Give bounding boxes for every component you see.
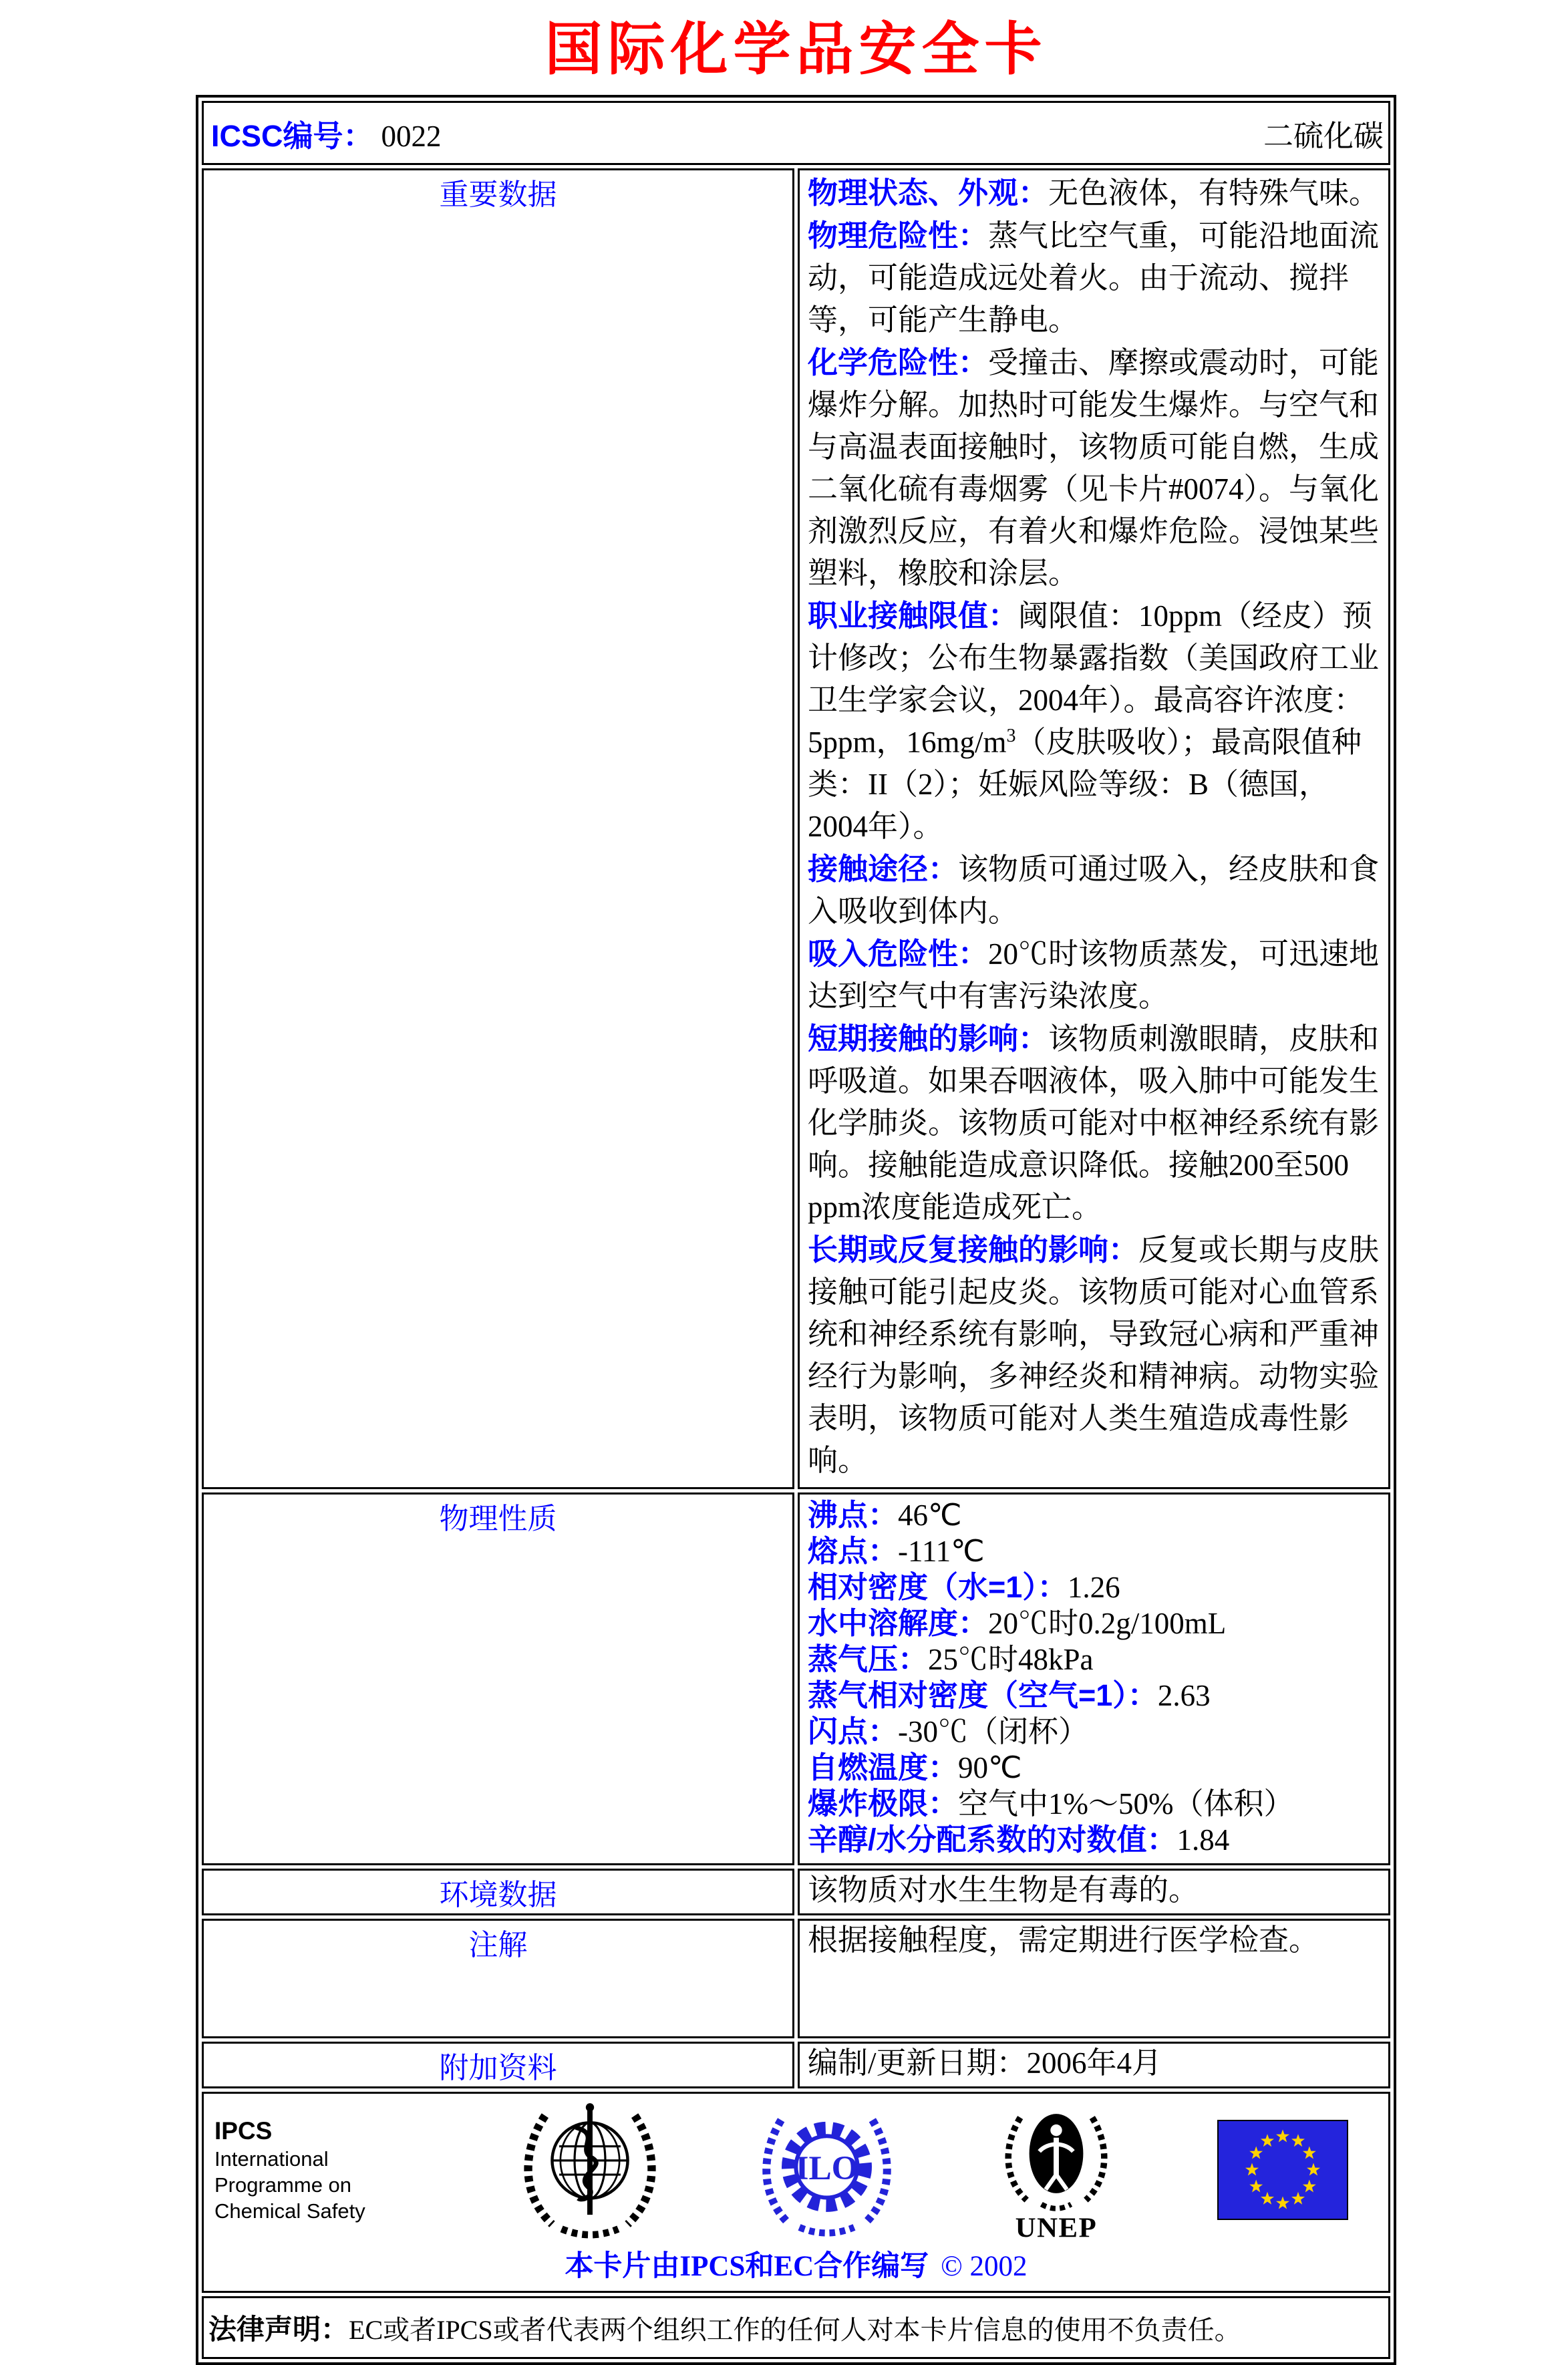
prop-vapour-pressure: 蒸气压：25℃时48kPa <box>808 1642 1094 1676</box>
field-occupational-exposure-limits: 职业接触限值：阈限值：10ppm（经皮）预计修改；公布生物暴露指数（美国政府工业卫生学家会议，2004年）。最高容许浓度：5ppm，$16mg/m^3$（皮肤吸收）；最高限值种类：II（2）；妊娠风险等级：B（德国，2004年）。 <box>808 599 1380 843</box>
ilo-logo-icon <box>758 2102 895 2239</box>
additional-info-label: 附加资料 <box>202 2042 794 2088</box>
legal-notice-text: EC或者IPCS或者代表两个组织工作的任何人对本卡片信息的使用不负责任。 <box>349 2314 1241 2345</box>
unep-label: UNEP <box>1015 2212 1098 2241</box>
icsc-page <box>196 0 1396 2365</box>
physical-properties-content <box>798 1492 1390 1865</box>
environmental-data-content: 该物质对水生生物是有毒的。 <box>798 1869 1390 1915</box>
chemical-name: 二硫化碳 <box>1263 119 1384 153</box>
legal-notice-label: 法律声明： <box>208 2314 349 2345</box>
copyright-text: 本卡片由IPCS和EC合作编写 <box>565 2251 929 2282</box>
notes-label: 注解 <box>202 1919 794 2038</box>
prop-autoignition-temperature: 自燃温度：90℃ <box>808 1750 1022 1784</box>
important-data-content <box>798 168 1390 1489</box>
important-data-label: 重要数据 <box>202 168 794 1489</box>
prop-relative-density: 相对密度（水=1）：1.26 <box>808 1570 1120 1604</box>
notes-row <box>202 1919 1390 2038</box>
organization-logos <box>204 2094 1388 2241</box>
prop-melting-point: 熔点：-111℃ <box>808 1534 985 1568</box>
icsc-number-value: 0022 <box>381 119 442 153</box>
notes-content: 根据接触程度，需定期进行医学检查。 <box>798 1919 1390 2038</box>
field-routes-of-exposure: 接触途径：该物质可通过吸入，经皮肤和食入吸收到体内。 <box>808 852 1380 928</box>
copyright-line <box>204 2241 1388 2291</box>
field-physical-state: 物理状态、外观：无色液体，有特殊气味。 <box>808 176 1380 210</box>
icsc-card-table <box>196 95 1396 2365</box>
field-long-term-effects: 长期或反复接触的影响：反复或长期与皮肤接触可能引起皮炎。该物质可能对心血管系统和神经系统有影响，导致冠心病和严重神经行为影响，多神经炎和精神病。动物实验表明，该物质可能对人类生殖造成毒性影响。 <box>808 1233 1380 1477</box>
page-title: 国际化学品安全卡 <box>544 17 1048 82</box>
logos-row <box>202 2092 1390 2293</box>
superscript-3: 3 <box>1006 726 1016 746</box>
prop-flash-point: 闪点：-30℃（闭杯） <box>808 1714 1089 1748</box>
additional-info-content: 编制/更新日期：2006年4月 <box>798 2042 1390 2088</box>
physical-properties-row <box>202 1492 1390 1865</box>
unep-logo-icon <box>993 2098 1120 2241</box>
field-inhalation-risk: 吸入危险性：20℃时该物质蒸发，可迅速地达到空气中有害污染浓度。 <box>808 937 1380 1013</box>
prop-water-solubility: 水中溶解度：20℃时0.2g/100mL <box>808 1606 1227 1640</box>
ipcs-name: IPCS <box>214 2116 273 2145</box>
who-logo-icon <box>519 2099 661 2241</box>
icsc-number-group <box>211 112 442 155</box>
field-short-term-effects: 短期接触的影响：该物质刺激眼睛，皮肤和呼吸道。如果吞咽液体，吸入肺中可能发生化学肺炎。该物质可能对中枢神经系统有影响。接触能造成意识降低。接触200至500 ppm浓度能造成死亡。 <box>808 1021 1380 1224</box>
legal-row <box>202 2296 1390 2359</box>
prop-vapour-relative-density: 蒸气相对密度（空气=1）：2.63 <box>808 1678 1211 1712</box>
copyright-year: © 2002 <box>941 2251 1028 2282</box>
ipcs-text-block: IPCS International Programme on Chemical Safety <box>214 2116 422 2224</box>
important-data-row <box>202 168 1390 1489</box>
icsc-number-label: ICSC编号： <box>211 118 373 153</box>
prop-boiling-point: 沸点：46℃ <box>808 1498 962 1532</box>
environmental-data-label: 环境数据 <box>202 1869 794 1915</box>
field-physical-dangers: 物理危险性：蒸气比空气重，可能沿地面流动，可能造成远处着火。由于流动、搅拌等，可能产生静电。 <box>808 218 1380 337</box>
physical-properties-label: 物理性质 <box>202 1492 794 1865</box>
environmental-data-row <box>202 1869 1390 1915</box>
field-chemical-dangers: 化学危险性：受撞击、摩擦或震动时，可能爆炸分解。加热时可能发生爆炸。与空气和与高温表面接触时，该物质可能自燃，生成二氧化硫有毒烟雾（见卡片#0074）。与氧化剂激烈反应，有着火和爆炸危险。浸蚀某些塑料，橡胶和涂层。 <box>808 345 1380 590</box>
ilo-label: ILO <box>795 2149 858 2187</box>
header-row <box>202 101 1390 165</box>
additional-info-row <box>202 2042 1390 2088</box>
eu-flag-icon <box>1217 2120 1348 2220</box>
prop-octanol-water-partition: 辛醇/水分配系数的对数值：1.84 <box>808 1823 1230 1857</box>
prop-explosive-limits: 爆炸极限：空气中1%～50%（体积） <box>808 1786 1294 1821</box>
